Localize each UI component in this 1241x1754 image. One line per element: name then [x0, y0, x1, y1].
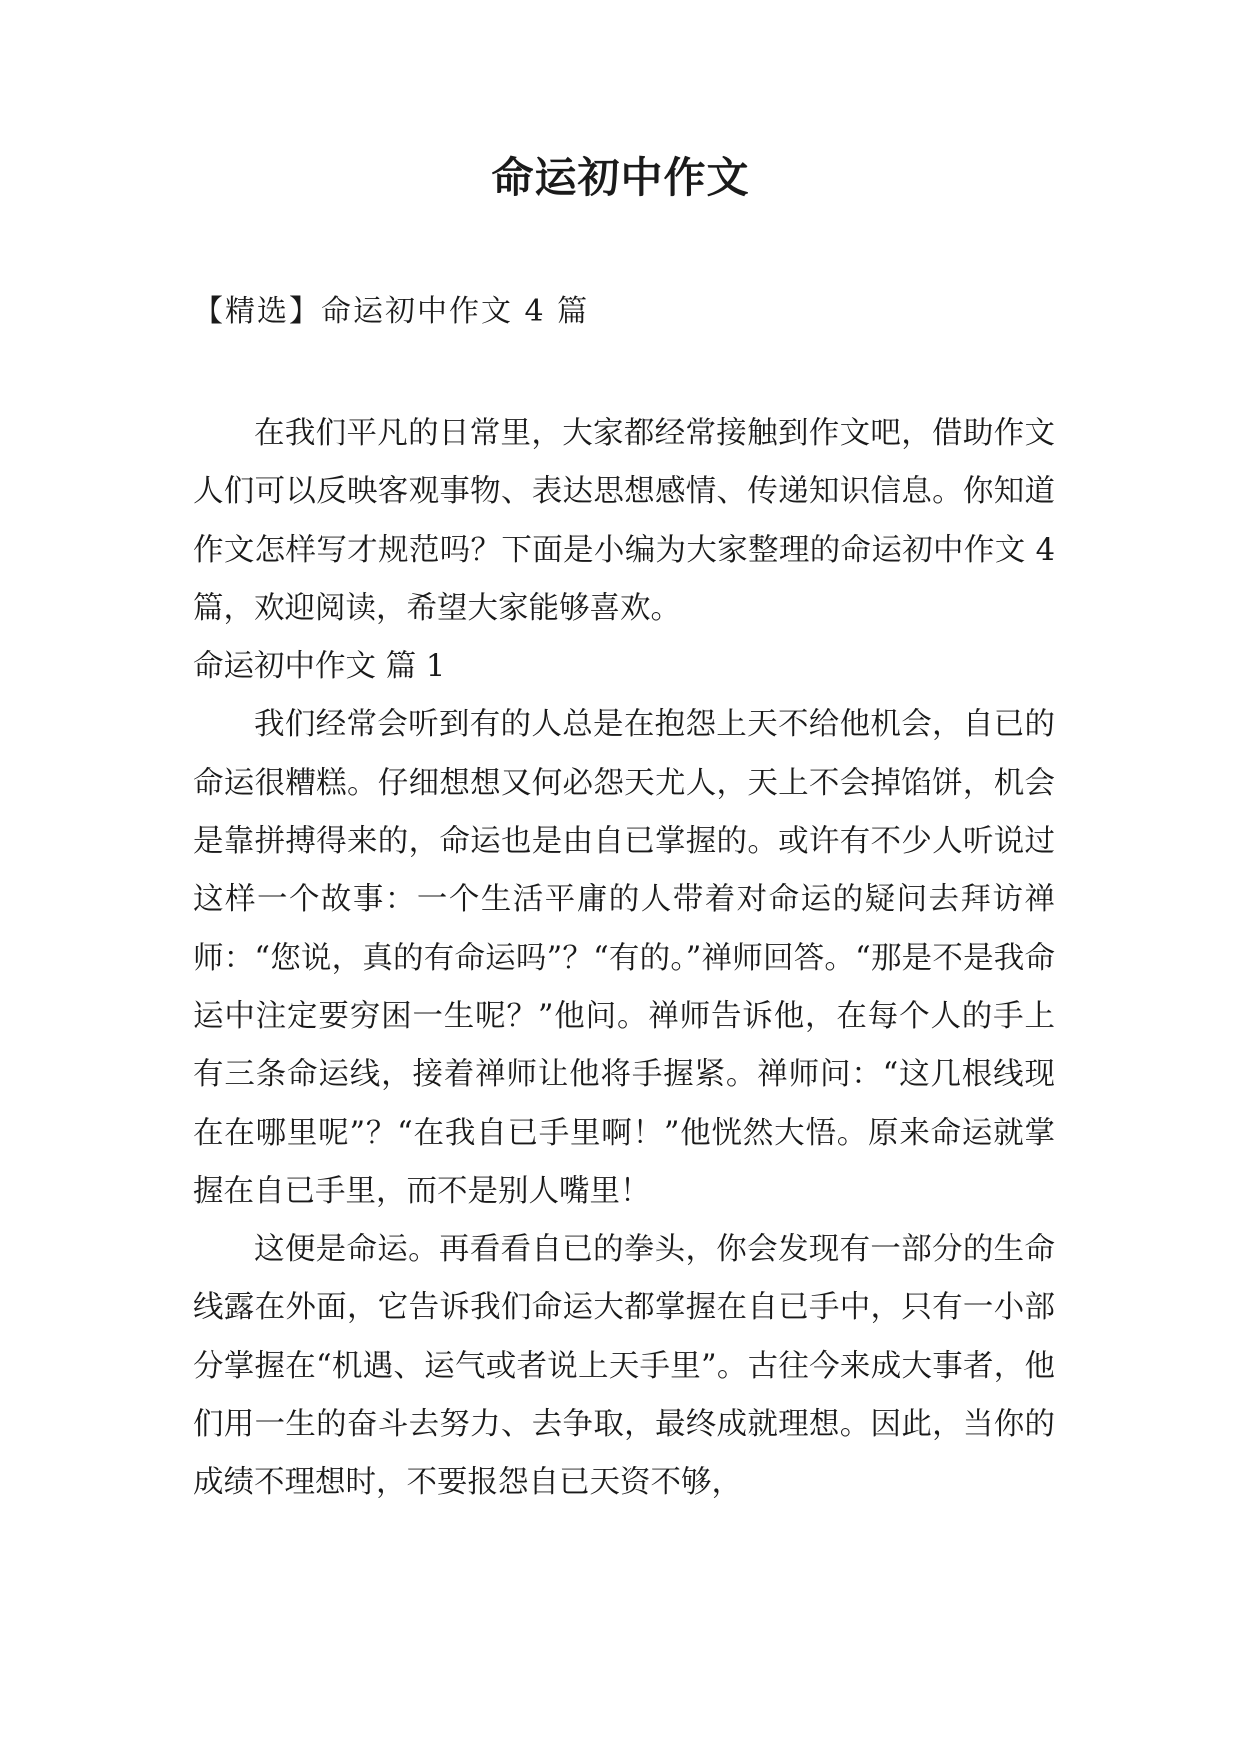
body-paragraph-1: 我们经常会听到有的人总是在抱怨上天不给他机会，自已的命运很糟糕。仔细想想又何必怨天尤人，天上不会掉馅饼，机会是靠拼搏得来的，命运也是由自已掌握的。或许有不少人听说过这样一个故事：一个生活平庸的人带着对命运的疑问去拜访禅师：“您说，真的有命运吗”？“有的。”禅师回答。“那是不是我命运中注定要穷困一生呢？”他问。禅师告诉他，在每个人的手上有三条命运线，接着禅师让他将手握紧。禅师问：“这几根线现在在哪里呢”？“在我自已手里啊！”他恍然大悟。原来命运就掌握在自已手里，而不是别人嘴里！ — [193, 707, 1055, 1209]
intro-paragraph: 在我们平凡的日常里，大家都经常接触到作文吧，借助作文人们可以反映客观事物、表达思想感情、传递知识信息。你知道作文怎样写才规范吗？下面是小编为大家整理的命运初中作文 4 篇，欢迎阅读，希望大家能够喜欢。 — [193, 416, 1055, 626]
body-paragraph-2: 这便是命运。再看看自已的拳头，你会发现有一部分的生命线露在外面，它告诉我们命运大都掌握在自已手中，只有一小部分掌握在“机遇、运气或者说上天手里”。古往今来成大事者，他们用一生的奋斗去努力、去争取，最终成就理想。因此，当你的成绩不理想时，不要报怨自已天资不够， — [193, 1232, 1055, 1501]
document-title: 命运初中作文 — [491, 153, 750, 202]
section-heading: 命运初中作文 篇 1 — [193, 649, 446, 685]
document-body — [193, 405, 1055, 1513]
document-subtitle: 【精选】命运初中作文 4 篇 — [193, 294, 590, 329]
